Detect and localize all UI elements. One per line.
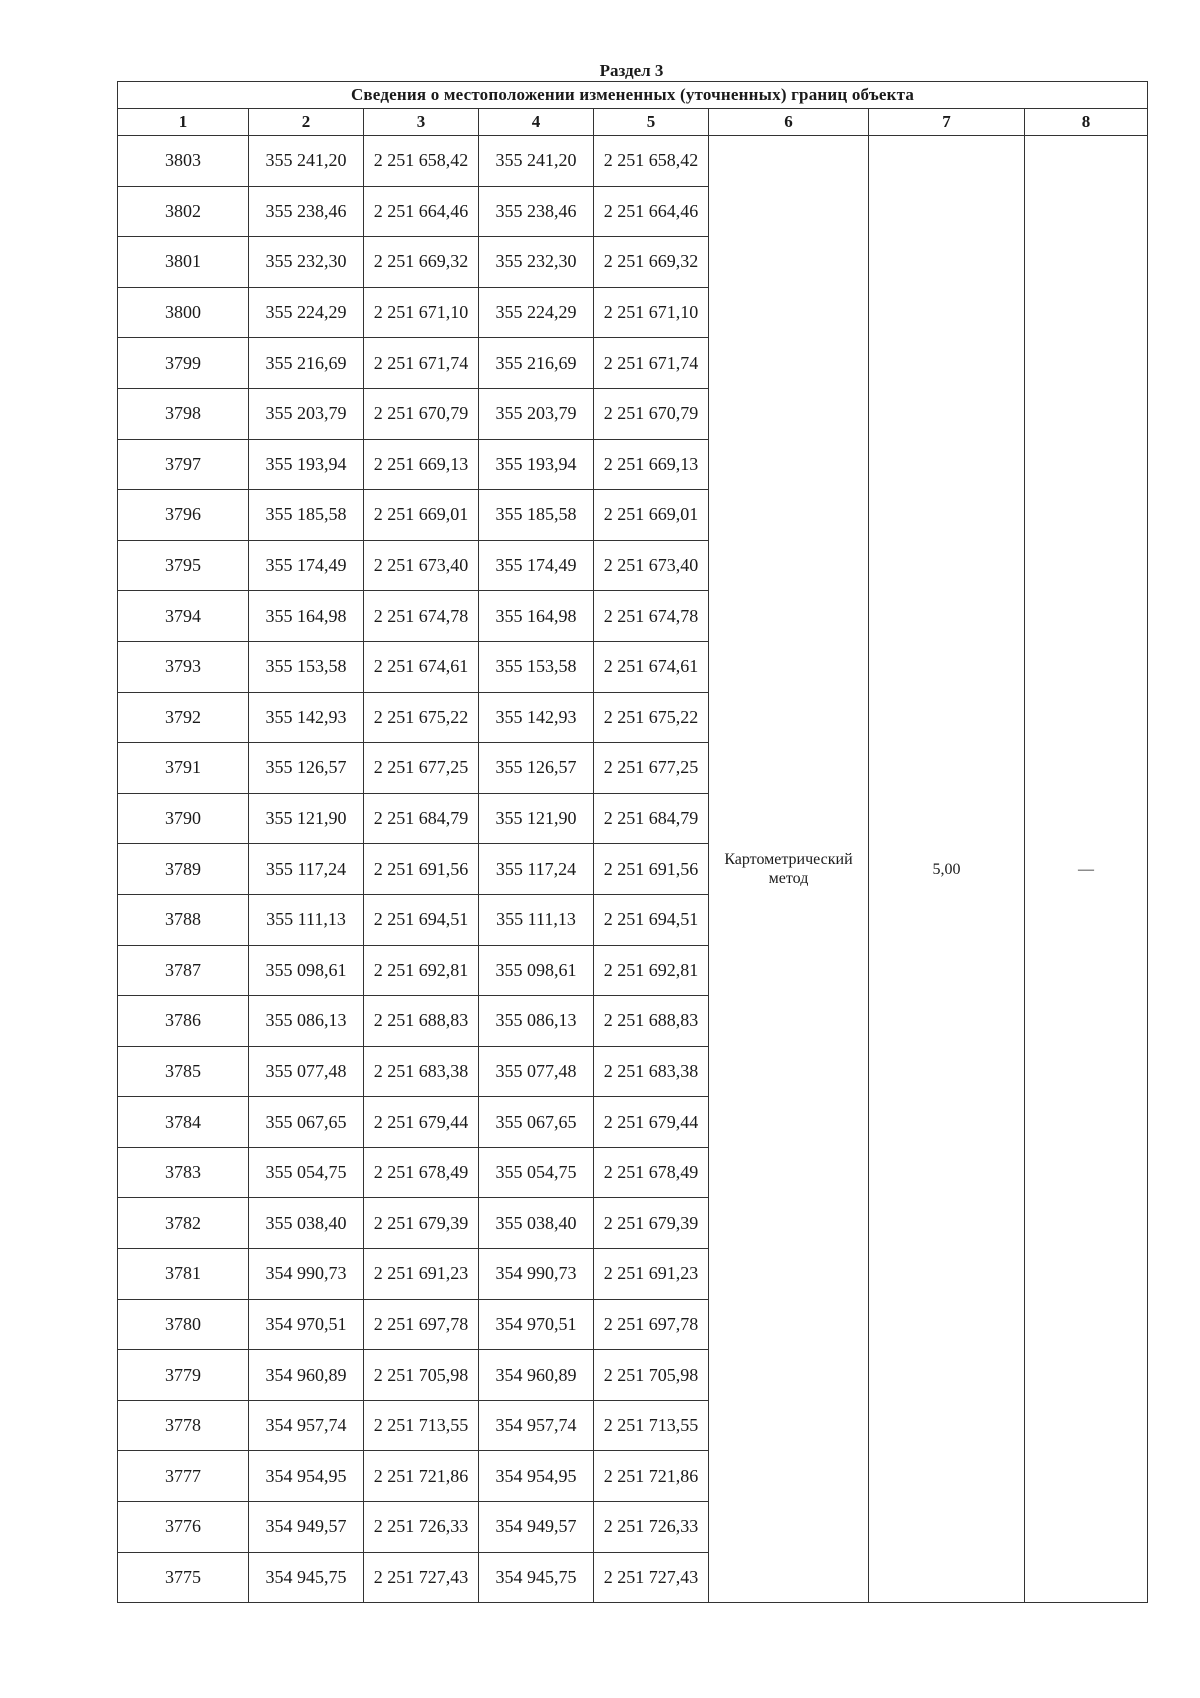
coordinate-cell: 354 990,73 [479, 1249, 594, 1300]
coordinate-cell: 355 238,46 [249, 186, 364, 237]
column-header: 1 [118, 109, 249, 136]
point-number-cell: 3785 [118, 1046, 249, 1097]
point-number-cell: 3781 [118, 1249, 249, 1300]
coordinate-cell: 355 203,79 [479, 388, 594, 439]
point-number-cell: 3803 [118, 136, 249, 187]
coordinate-cell: 2 251 670,79 [594, 388, 709, 439]
coordinate-cell: 355 153,58 [249, 641, 364, 692]
coordinate-cell: 355 098,61 [249, 945, 364, 996]
coordinate-cell: 2 251 677,25 [364, 743, 479, 794]
coordinate-cell: 2 251 691,56 [364, 844, 479, 895]
coordinate-cell: 2 251 677,25 [594, 743, 709, 794]
coordinate-cell: 355 203,79 [249, 388, 364, 439]
point-number-cell: 3779 [118, 1350, 249, 1401]
coordinate-cell: 2 251 727,43 [594, 1552, 709, 1603]
coordinate-cell: 2 251 694,51 [364, 894, 479, 945]
column-header: 4 [479, 109, 594, 136]
coordinate-cell: 355 054,75 [479, 1147, 594, 1198]
coordinate-cell: 355 241,20 [479, 136, 594, 187]
coordinate-cell: 355 067,65 [479, 1097, 594, 1148]
table-caption-row [118, 82, 1148, 109]
coordinate-cell: 2 251 691,23 [364, 1249, 479, 1300]
point-number-cell: 3776 [118, 1502, 249, 1553]
point-number-cell: 3799 [118, 338, 249, 389]
point-number-cell: 3775 [118, 1552, 249, 1603]
coordinate-cell: 355 126,57 [249, 743, 364, 794]
coordinate-cell: 2 251 674,61 [364, 641, 479, 692]
coordinate-cell: 355 224,29 [479, 287, 594, 338]
boundary-coordinates-table [117, 81, 1148, 1603]
column-header: 8 [1025, 109, 1148, 136]
coordinate-cell: 355 054,75 [249, 1147, 364, 1198]
coordinate-cell: 355 193,94 [249, 439, 364, 490]
coordinate-cell: 2 251 721,86 [594, 1451, 709, 1502]
coordinate-cell: 2 251 664,46 [594, 186, 709, 237]
column-header: 5 [594, 109, 709, 136]
point-number-cell: 3788 [118, 894, 249, 945]
point-number-cell: 3802 [118, 186, 249, 237]
coordinate-cell: 354 945,75 [479, 1552, 594, 1603]
point-number-cell: 3797 [118, 439, 249, 490]
coordinate-cell: 2 251 671,10 [364, 287, 479, 338]
coordinate-cell: 2 251 669,32 [364, 237, 479, 288]
coordinate-cell: 355 241,20 [249, 136, 364, 187]
coordinate-cell: 2 251 674,78 [364, 591, 479, 642]
coordinate-cell: 354 949,57 [249, 1502, 364, 1553]
coordinate-cell: 2 251 674,78 [594, 591, 709, 642]
point-number-cell: 3791 [118, 743, 249, 794]
coordinate-cell: 355 232,30 [479, 237, 594, 288]
point-number-cell: 3793 [118, 641, 249, 692]
coordinate-cell: 2 251 669,01 [364, 490, 479, 541]
column-header-row [118, 109, 1148, 136]
coordinate-cell: 2 251 671,74 [364, 338, 479, 389]
coordinate-cell: 355 224,29 [249, 287, 364, 338]
coordinate-cell: 355 121,90 [479, 793, 594, 844]
coordinate-cell: 2 251 694,51 [594, 894, 709, 945]
point-number-cell: 3794 [118, 591, 249, 642]
coordinate-cell: 355 232,30 [249, 237, 364, 288]
coordinate-cell: 355 117,24 [479, 844, 594, 895]
point-number-cell: 3778 [118, 1400, 249, 1451]
coordinate-cell: 355 077,48 [249, 1046, 364, 1097]
coordinate-cell: 2 251 673,40 [364, 540, 479, 591]
note-cell: — [1025, 136, 1148, 1603]
coordinate-cell: 355 216,69 [479, 338, 594, 389]
coordinate-cell: 2 251 679,44 [594, 1097, 709, 1148]
coordinate-cell: 354 957,74 [249, 1400, 364, 1451]
coordinate-cell: 355 111,13 [479, 894, 594, 945]
coordinate-cell: 355 111,13 [249, 894, 364, 945]
coordinate-cell: 354 970,51 [249, 1299, 364, 1350]
coordinate-cell: 355 193,94 [479, 439, 594, 490]
coordinate-cell: 354 949,57 [479, 1502, 594, 1553]
coordinate-cell: 2 251 678,49 [594, 1147, 709, 1198]
coordinate-cell: 354 945,75 [249, 1552, 364, 1603]
section-title: Раздел 3 [599, 61, 664, 80]
coordinate-cell: 355 117,24 [249, 844, 364, 895]
point-number-cell: 3790 [118, 793, 249, 844]
coordinate-cell: 2 251 671,74 [594, 338, 709, 389]
coordinate-cell: 2 251 697,78 [594, 1299, 709, 1350]
coordinate-cell: 355 238,46 [479, 186, 594, 237]
coordinate-cell: 355 126,57 [479, 743, 594, 794]
coordinate-cell: 354 960,89 [249, 1350, 364, 1401]
coordinate-cell: 2 251 675,22 [594, 692, 709, 743]
coordinate-cell: 355 153,58 [479, 641, 594, 692]
coordinate-cell: 2 251 671,10 [594, 287, 709, 338]
coordinate-cell: 355 174,49 [249, 540, 364, 591]
coordinate-cell: 2 251 675,22 [364, 692, 479, 743]
coordinate-cell: 2 251 679,39 [594, 1198, 709, 1249]
coordinate-cell: 355 098,61 [479, 945, 594, 996]
coordinate-cell: 2 251 688,83 [364, 996, 479, 1047]
coordinate-cell: 2 251 688,83 [594, 996, 709, 1047]
coordinate-cell: 2 251 670,79 [364, 388, 479, 439]
coordinate-cell: 355 038,40 [479, 1198, 594, 1249]
table-row [118, 136, 1148, 187]
coordinate-cell: 2 251 721,86 [364, 1451, 479, 1502]
coordinate-cell: 2 251 679,39 [364, 1198, 479, 1249]
coordinate-cell: 2 251 683,38 [364, 1046, 479, 1097]
point-number-cell: 3798 [118, 388, 249, 439]
point-number-cell: 3782 [118, 1198, 249, 1249]
coordinate-cell: 2 251 669,13 [594, 439, 709, 490]
coordinate-cell: 2 251 658,42 [594, 136, 709, 187]
coordinate-cell: 2 251 683,38 [594, 1046, 709, 1097]
coordinate-cell: 354 990,73 [249, 1249, 364, 1300]
point-number-cell: 3789 [118, 844, 249, 895]
coordinate-cell: 355 121,90 [249, 793, 364, 844]
coordinate-cell: 2 251 658,42 [364, 136, 479, 187]
coordinate-cell: 354 970,51 [479, 1299, 594, 1350]
coordinate-cell: 2 251 684,79 [594, 793, 709, 844]
coordinate-cell: 355 216,69 [249, 338, 364, 389]
coordinate-cell: 355 164,98 [249, 591, 364, 642]
coordinate-cell: 2 251 669,32 [594, 237, 709, 288]
coordinate-cell: 354 954,95 [479, 1451, 594, 1502]
coordinate-cell: 2 251 726,33 [364, 1502, 479, 1553]
coordinate-cell: 2 251 705,98 [594, 1350, 709, 1401]
coordinate-cell: 2 251 713,55 [594, 1400, 709, 1451]
point-number-cell: 3783 [118, 1147, 249, 1198]
coordinate-cell: 2 251 664,46 [364, 186, 479, 237]
coordinate-cell: 354 954,95 [249, 1451, 364, 1502]
coordinate-cell: 355 086,13 [479, 996, 594, 1047]
coordinate-cell: 354 957,74 [479, 1400, 594, 1451]
coordinate-cell: 355 142,93 [249, 692, 364, 743]
coordinate-cell: 2 251 691,23 [594, 1249, 709, 1300]
coordinate-cell: 355 185,58 [479, 490, 594, 541]
coordinate-cell: 2 251 713,55 [364, 1400, 479, 1451]
coordinate-cell: 2 251 727,43 [364, 1552, 479, 1603]
point-number-cell: 3795 [118, 540, 249, 591]
coordinate-cell: 355 086,13 [249, 996, 364, 1047]
coordinate-cell: 355 038,40 [249, 1198, 364, 1249]
coordinate-cell: 2 251 705,98 [364, 1350, 479, 1401]
coordinate-cell: 2 251 669,13 [364, 439, 479, 490]
column-header: 3 [364, 109, 479, 136]
point-number-cell: 3796 [118, 490, 249, 541]
method-cell: Картометрический метод [709, 136, 869, 1603]
column-header: 7 [869, 109, 1025, 136]
coordinate-cell: 354 960,89 [479, 1350, 594, 1401]
coordinate-cell: 2 251 726,33 [594, 1502, 709, 1553]
coordinate-cell: 2 251 684,79 [364, 793, 479, 844]
coordinate-cell: 2 251 678,49 [364, 1147, 479, 1198]
point-number-cell: 3786 [118, 996, 249, 1047]
point-number-cell: 3777 [118, 1451, 249, 1502]
coordinate-cell: 2 251 692,81 [364, 945, 479, 996]
coordinate-cell: 355 067,65 [249, 1097, 364, 1148]
column-header: 2 [249, 109, 364, 136]
coordinate-cell: 2 251 673,40 [594, 540, 709, 591]
point-number-cell: 3801 [118, 237, 249, 288]
coordinate-cell: 2 251 679,44 [364, 1097, 479, 1148]
coordinate-cell: 2 251 674,61 [594, 641, 709, 692]
coordinate-cell: 355 077,48 [479, 1046, 594, 1097]
point-number-cell: 3792 [118, 692, 249, 743]
column-header: 6 [709, 109, 869, 136]
table-caption: Сведения о местоположении измененных (уточненных) границ объекта [118, 82, 1148, 109]
coordinate-cell: 2 251 669,01 [594, 490, 709, 541]
coordinate-cell: 355 164,98 [479, 591, 594, 642]
coordinate-cell: 355 174,49 [479, 540, 594, 591]
point-number-cell: 3784 [118, 1097, 249, 1148]
accuracy-cell: 5,00 [869, 136, 1025, 1603]
point-number-cell: 3787 [118, 945, 249, 996]
coordinate-cell: 2 251 691,56 [594, 844, 709, 895]
coordinate-cell: 355 142,93 [479, 692, 594, 743]
coordinate-cell: 2 251 692,81 [594, 945, 709, 996]
coordinate-cell: 355 185,58 [249, 490, 364, 541]
table-body [118, 136, 1148, 1603]
point-number-cell: 3800 [118, 287, 249, 338]
point-number-cell: 3780 [118, 1299, 249, 1350]
coordinate-cell: 2 251 697,78 [364, 1299, 479, 1350]
